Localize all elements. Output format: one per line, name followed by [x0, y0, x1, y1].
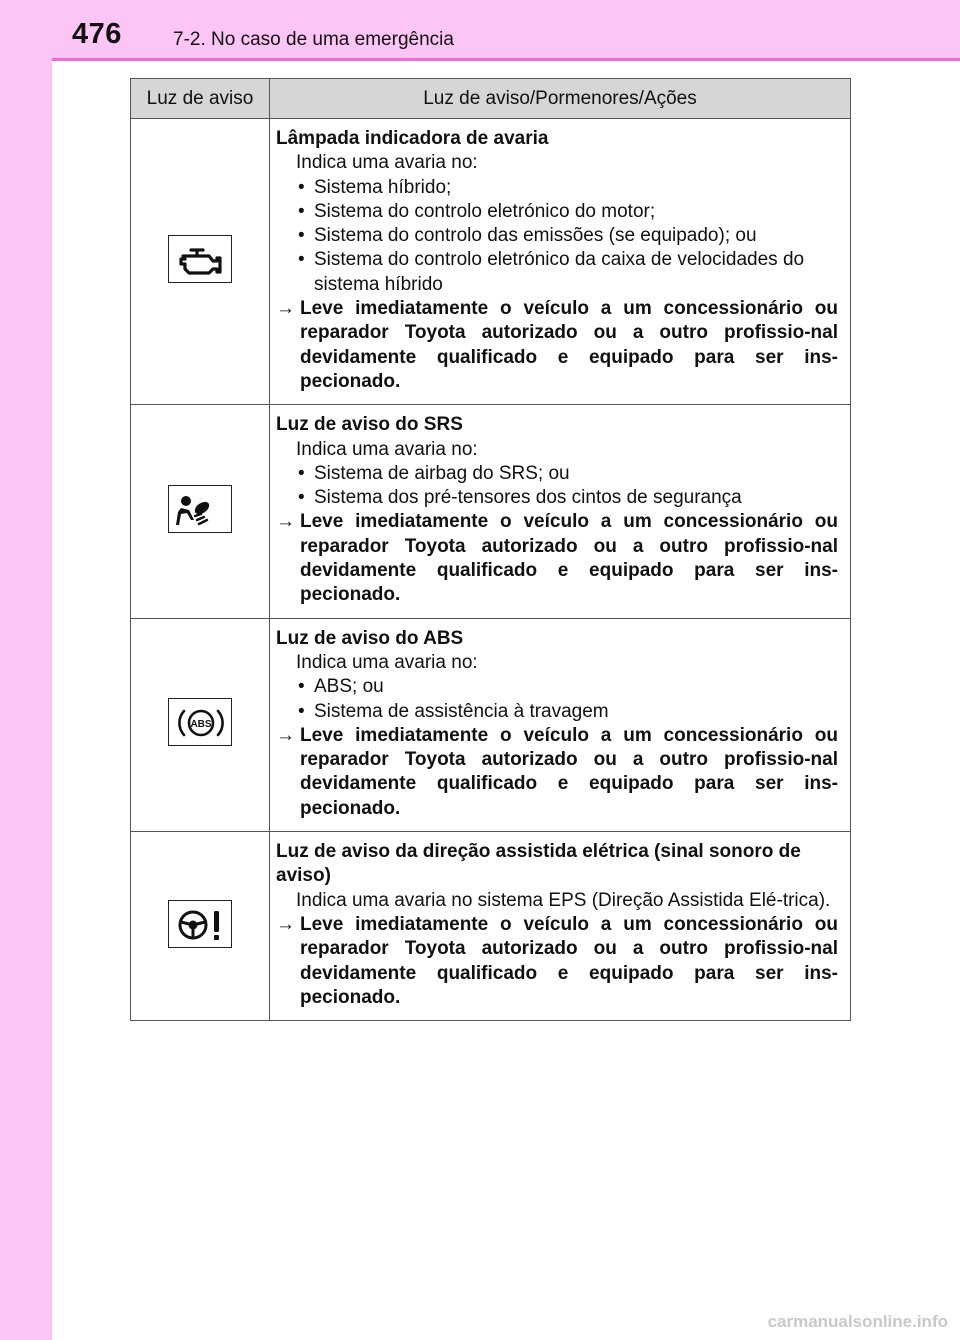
icon-cell [131, 832, 270, 1021]
table-row [131, 119, 851, 405]
warning-intro: Indica uma avaria no: [296, 651, 478, 673]
bullet-icon: • [298, 462, 305, 484]
bullet-icon: • [298, 700, 305, 722]
details-cell [270, 832, 851, 1021]
icon-cell [131, 119, 270, 405]
warning-action: → Leve imediatamente o veículo a um concessionário ou reparador Toyota autorizado ou a outro profissio-nal devidamente qualificado e equipado para ser ins-pecionado. [276, 913, 838, 1008]
warning-intro: Indica uma avaria no: [296, 152, 478, 174]
list-item: • Sistema do controlo eletrónico do motor; [276, 200, 838, 224]
warning-title: Luz de aviso da direção assistida elétrica (sinal sonoro de aviso) [276, 841, 801, 887]
arrow-icon: → [276, 511, 295, 533]
arrow-icon: → [276, 913, 295, 935]
warning-title: Luz de aviso do SRS [276, 414, 463, 436]
bullet-icon: • [298, 176, 305, 198]
warning-intro: Indica uma avaria no sistema EPS (Direção Assistida Elé-trica). [296, 889, 831, 911]
table-row [131, 832, 851, 1021]
icon-cell [131, 618, 270, 831]
warning-title: Lâmpada indicadora de avaria [276, 128, 549, 149]
list-item: • Sistema do controlo das emissões (se equipado); ou [276, 224, 838, 248]
warning-action: → Leve imediatamente o veículo a um concessionário ou reparador Toyota autorizado ou a outro profissio-nal devidamente qualificado e equipado para ser ins-pecionado. [276, 511, 838, 606]
bullet-icon: • [298, 225, 305, 247]
warning-intro: Indica uma avaria no: [296, 438, 478, 460]
details-cell [270, 405, 851, 618]
table-header-row [131, 79, 851, 119]
list-item: • Sistema híbrido; [276, 176, 838, 200]
bullet-icon: • [298, 249, 305, 271]
column-header-details: Luz de aviso/Pormenores/Ações [270, 79, 851, 119]
list-item: • Sistema de airbag do SRS; ou [276, 462, 838, 486]
warning-title: Luz de aviso do ABS [276, 627, 464, 649]
header-divider [52, 58, 960, 61]
side-tab-band [0, 0, 52, 1340]
airbag-srs-icon [168, 485, 232, 533]
engine-check-icon [168, 235, 232, 283]
bullet-icon: • [298, 487, 305, 509]
table-row [131, 618, 851, 831]
abs-icon [168, 698, 232, 746]
details-cell [270, 618, 851, 831]
page-number: 476 [72, 18, 122, 50]
warning-lights-table [130, 78, 851, 1021]
column-header-light: Luz de aviso [131, 79, 270, 119]
arrow-icon: → [276, 724, 295, 746]
table-row [131, 405, 851, 618]
list-item: • ABS; ou [276, 675, 838, 699]
warning-action: → Leve imediatamente o veículo a um concessionário ou reparador Toyota autorizado ou a outro profissio-nal devidamente qualificado e equipado para ser ins-pecionado. [276, 298, 838, 392]
icon-cell [131, 405, 270, 618]
power-steering-icon [168, 900, 232, 948]
list-item: • Sistema dos pré-tensores dos cintos de segurança [276, 486, 838, 510]
warning-action: → Leve imediatamente o veículo a um concessionário ou reparador Toyota autorizado ou a outro profissio-nal devidamente qualificado e equipado para ser ins-pecionado. [276, 724, 838, 819]
list-item: • Sistema de assistência à travagem [276, 700, 838, 724]
arrow-icon: → [276, 298, 295, 320]
header-band [0, 0, 960, 60]
list-item: • Sistema do controlo eletrónico da caixa de velocidades do sistema híbrido [298, 249, 805, 295]
watermark: carmanualsonline.info [767, 1312, 948, 1331]
abs-icon-label: ABS [190, 719, 212, 731]
details-cell [270, 119, 851, 405]
section-title: 7-2. No caso de uma emergência [173, 29, 454, 50]
bullet-icon: • [298, 200, 305, 222]
bullet-icon: • [298, 676, 305, 698]
